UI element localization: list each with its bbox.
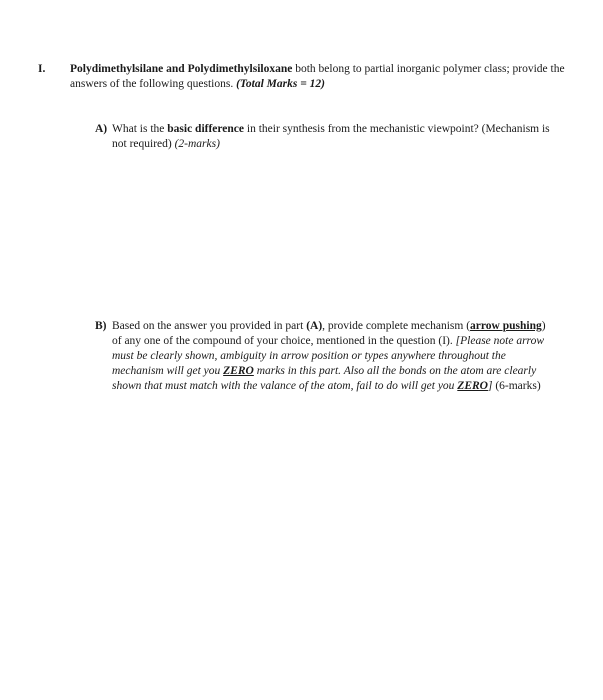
part-a-text2: in their synthesis from the mechanistic viewpoint? (Mechanism is not required) bbox=[112, 123, 550, 150]
total-marks: (Total Marks = 12) bbox=[236, 78, 325, 90]
part-a-body bbox=[112, 122, 555, 152]
part-b-open-paren: ( bbox=[466, 320, 471, 332]
part-b-note3: ] bbox=[487, 380, 493, 392]
part-a-marks: (2-marks) bbox=[174, 138, 220, 150]
part-b bbox=[95, 319, 555, 394]
part-a-basic-difference: basic difference bbox=[167, 123, 245, 135]
part-b-zero2: ZERO bbox=[457, 380, 488, 392]
part-b-label: B) bbox=[95, 320, 107, 332]
part-b-text1: Based on the answer you provided in part bbox=[112, 320, 307, 332]
part-b-part-ref: (A) bbox=[306, 320, 323, 332]
question-intro bbox=[70, 62, 570, 92]
question-number: I. bbox=[38, 63, 46, 75]
part-b-marks: (6-marks) bbox=[492, 380, 541, 392]
part-b-text2: , provide complete mechanism bbox=[322, 320, 467, 332]
part-a-label: A) bbox=[95, 123, 108, 135]
part-a bbox=[95, 122, 555, 152]
part-b-zero1: ZERO bbox=[223, 365, 254, 377]
part-b-body bbox=[112, 319, 555, 394]
part-a-text1: What is the bbox=[112, 123, 168, 135]
part-b-arrow-pushing: arrow pushing bbox=[470, 320, 542, 332]
intro-text: both belong to partial inorganic polymer class; provide the answers of the following questions. bbox=[70, 63, 565, 90]
part-b-note2: marks in this part. Also all the bonds on the atom are clearly shown that must match with the valance of the atom, fail to do will get you bbox=[112, 365, 537, 392]
term-polydimethylsiloxane: Polydimethylsiloxane bbox=[187, 63, 293, 75]
term-polydimethylsilane: Polydimethylsilane bbox=[70, 63, 164, 75]
part-b-note1: [Please note arrow must be clearly shown, ambiguity in arrow position or types anywhere throughout the mechanism will get you bbox=[112, 335, 545, 377]
part-b-text3: ) of any one of the compound of your choice, mentioned in the question (I). bbox=[112, 320, 546, 347]
term-and: and bbox=[163, 63, 188, 75]
